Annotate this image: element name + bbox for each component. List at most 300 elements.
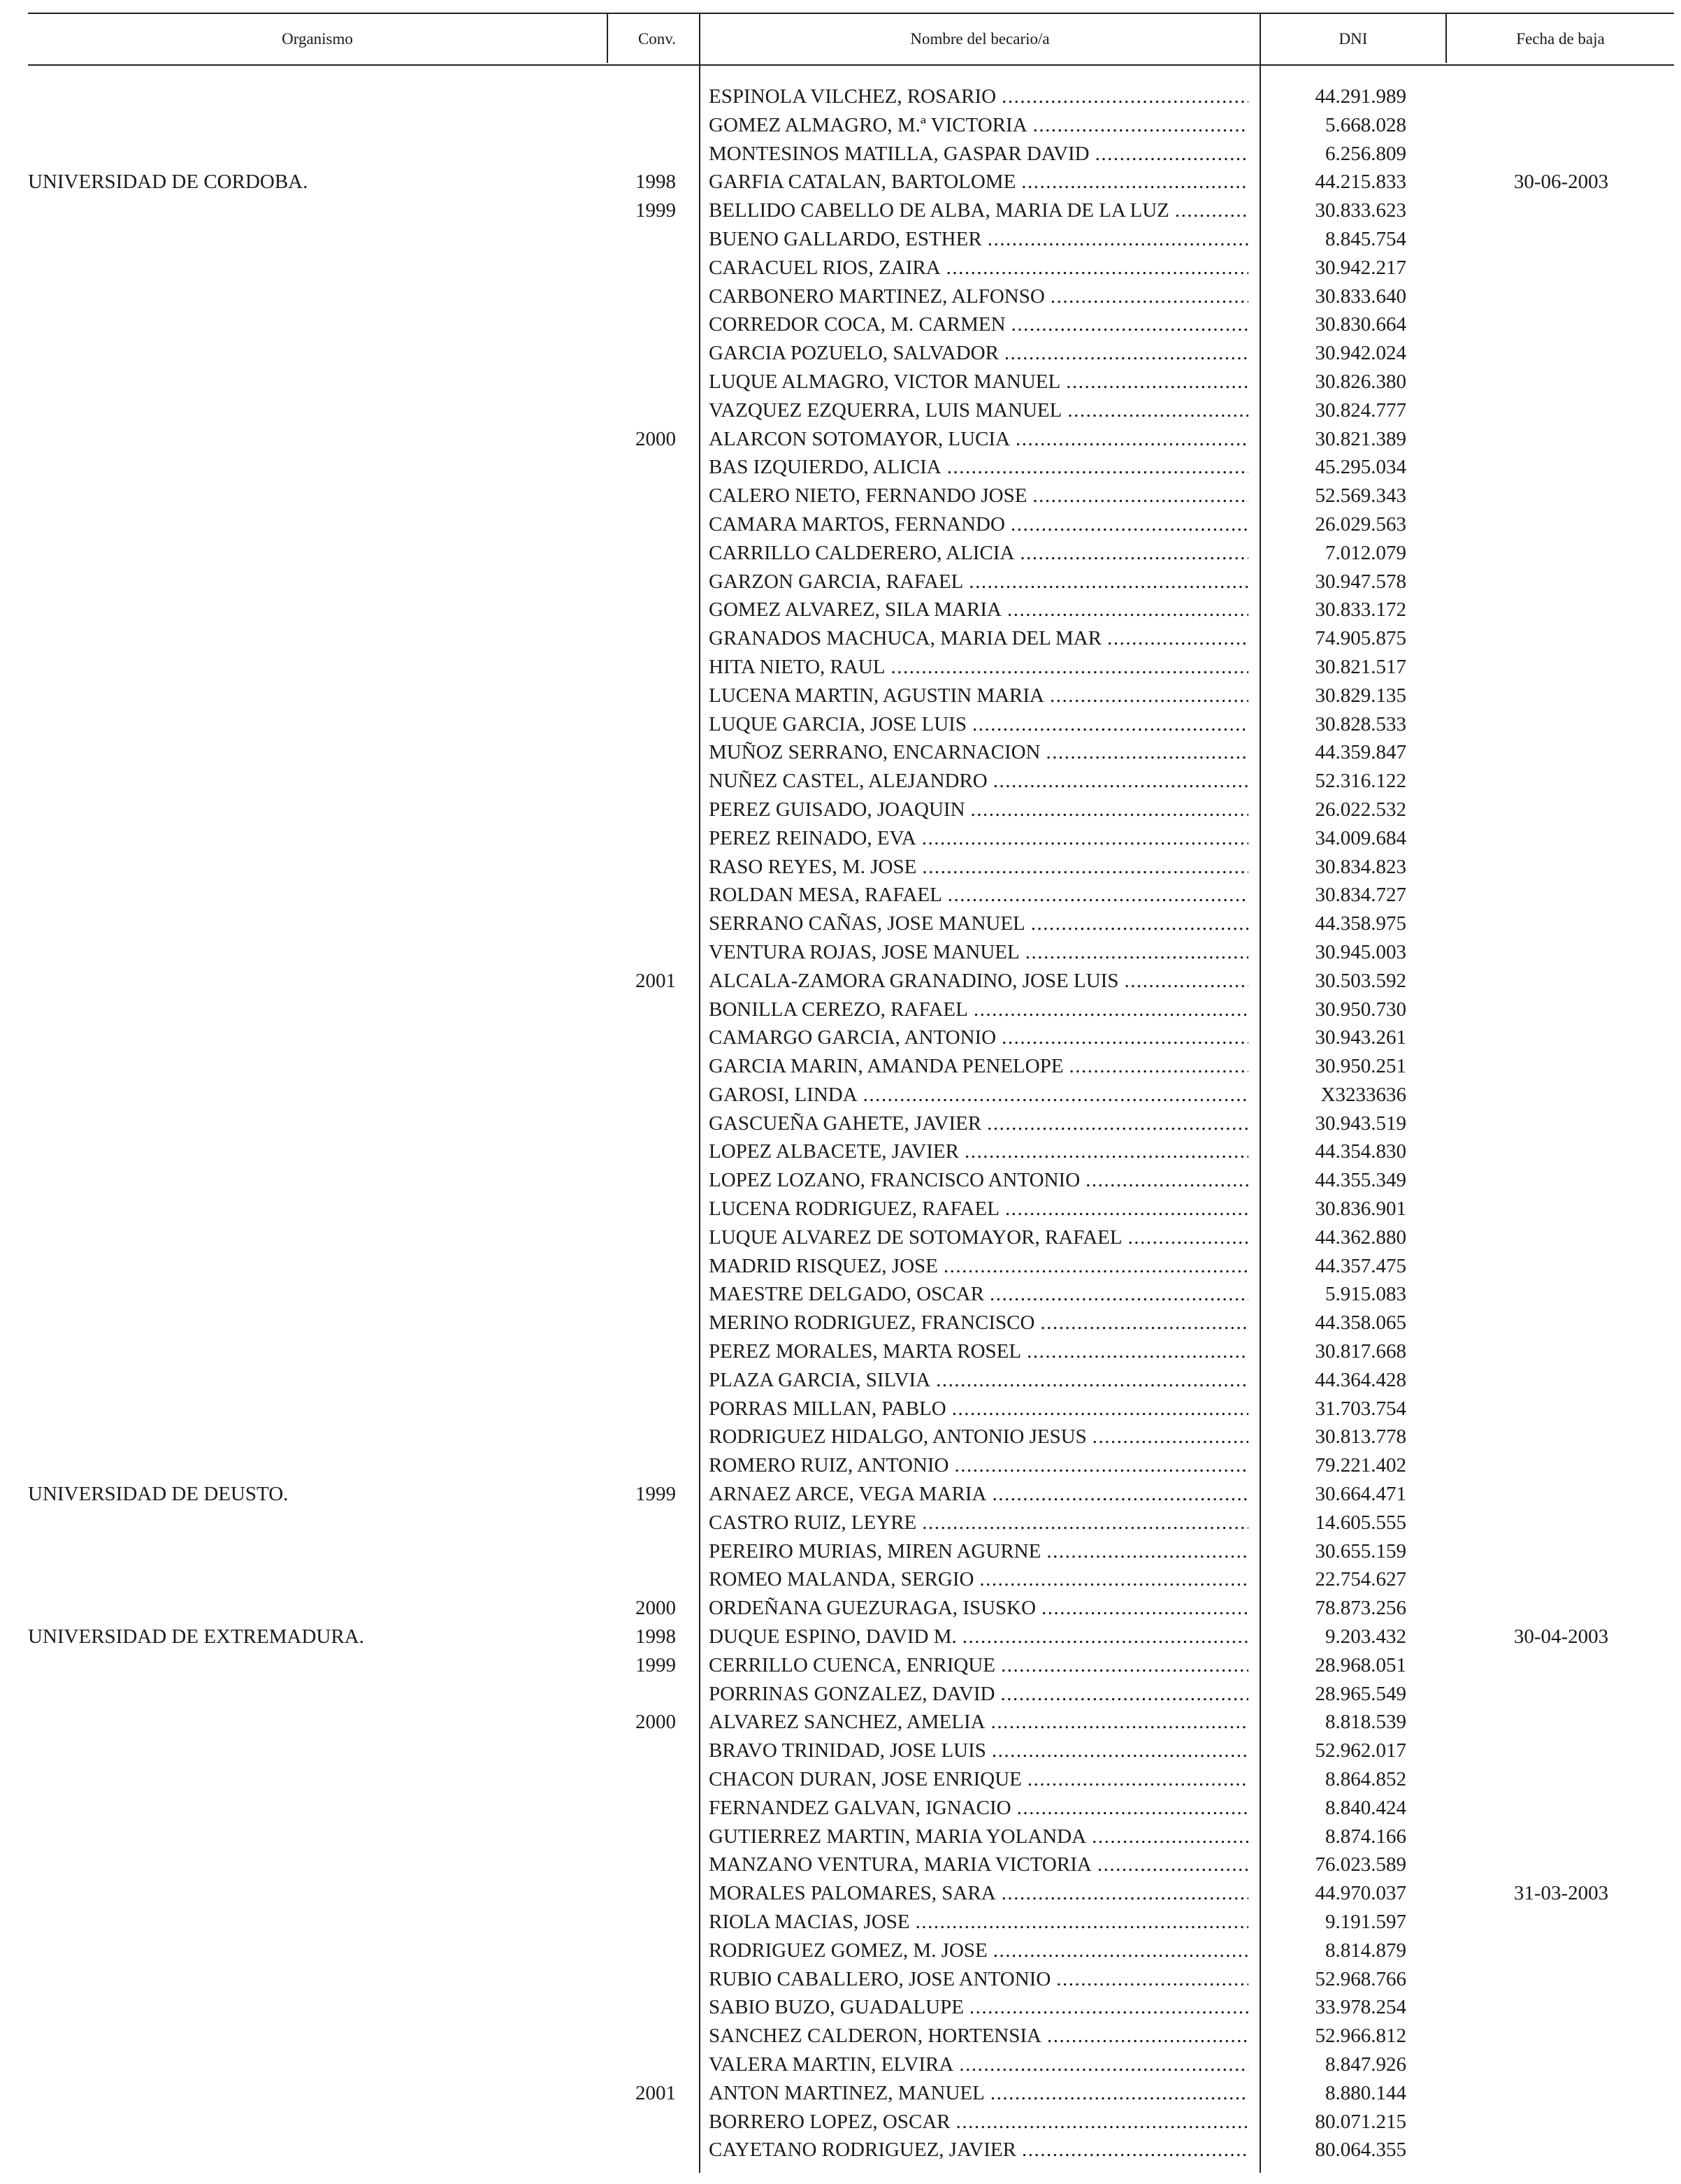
becario-name-cell <box>709 682 1248 710</box>
becario-name-cell <box>709 1023 1248 1052</box>
conv-cell: 2001 <box>635 969 676 992</box>
dni-cell: 30.826.380 <box>1315 370 1406 393</box>
table-row <box>28 339 1674 368</box>
dot-leader <box>982 225 1248 254</box>
table-row <box>28 1052 1674 1081</box>
organismo-cell: UNIVERSIDAD DE EXTREMADURA. <box>28 1625 364 1648</box>
table-body <box>28 82 1674 2164</box>
becario-name: SANCHEZ CALDERON, HORTENSIA <box>709 2025 1041 2048</box>
becario-name-cell <box>709 653 1248 682</box>
becario-name: GAROSI, LINDA <box>709 1083 858 1106</box>
dni-cell: 30.947.578 <box>1315 570 1406 593</box>
dni-cell: 8.818.539 <box>1325 1711 1406 1734</box>
becario-name-cell <box>709 1680 1248 1709</box>
table-row <box>28 1252 1674 1281</box>
table-row <box>28 1680 1674 1709</box>
becario-name-cell <box>709 1765 1248 1794</box>
table-row <box>28 1794 1674 1823</box>
dot-leader <box>916 824 1248 853</box>
table-row <box>28 539 1674 568</box>
dni-cell: 30.833.623 <box>1315 199 1406 222</box>
dot-leader <box>1102 624 1248 653</box>
dni-cell: 8.847.926 <box>1325 2053 1406 2076</box>
becario-name-cell <box>709 82 1248 111</box>
header-divider <box>1445 13 1447 63</box>
dot-leader <box>1016 2136 1248 2164</box>
organismo-cell: UNIVERSIDAD DE DEUSTO. <box>28 1483 289 1506</box>
table-row <box>28 1166 1674 1195</box>
dni-cell: 44.359.847 <box>1315 741 1406 764</box>
becario-name: ESPINOLA VILCHEZ, ROSARIO <box>709 85 997 108</box>
conv-cell: 2000 <box>635 427 676 450</box>
becario-name: MERINO RODRIGUEZ, FRANCISCO <box>709 1312 1035 1335</box>
dni-cell: 33.978.254 <box>1315 1996 1406 2019</box>
dni-cell: 26.029.563 <box>1315 512 1406 536</box>
dni-cell: 44.354.830 <box>1315 1140 1406 1163</box>
dni-cell: 44.291.989 <box>1315 85 1406 108</box>
becario-name-cell <box>709 853 1248 882</box>
becario-name: LUCENA MARTIN, AGUSTIN MARIA <box>709 684 1044 707</box>
becario-name-cell <box>709 568 1248 596</box>
dni-cell: 8.840.424 <box>1325 1796 1406 1819</box>
becario-name: MANZANO VENTURA, MARIA VICTORIA <box>709 1853 1092 1876</box>
table-row <box>28 1480 1674 1509</box>
dot-leader <box>930 1366 1248 1395</box>
dni-cell: 5.915.083 <box>1325 1283 1406 1306</box>
becario-name-cell <box>709 339 1248 368</box>
becario-name: MAESTRE DELGADO, OSCAR <box>709 1283 984 1306</box>
dot-leader <box>1000 1195 1248 1223</box>
dot-leader <box>1027 482 1248 510</box>
becario-name-cell <box>709 368 1248 396</box>
table-row <box>28 1851 1674 1879</box>
table-row <box>28 796 1674 824</box>
becario-name-cell <box>709 1166 1248 1195</box>
becario-name-cell <box>709 596 1248 624</box>
becario-name-cell <box>709 1708 1248 1737</box>
becario-name-cell <box>709 1223 1248 1252</box>
dot-leader <box>1006 310 1248 339</box>
becario-name-cell <box>709 1565 1248 1594</box>
becario-name-cell <box>709 2050 1248 2079</box>
dni-cell: 8.814.879 <box>1325 1939 1406 1962</box>
table-row <box>28 1451 1674 1480</box>
dni-cell: 30.950.730 <box>1315 998 1406 1021</box>
dni-cell: 8.864.852 <box>1325 1768 1406 1791</box>
becario-name: PLAZA GARCIA, SILVIA <box>709 1368 931 1391</box>
dni-cell: 44.362.880 <box>1315 1226 1406 1249</box>
table-row <box>28 910 1674 938</box>
dot-leader <box>1014 539 1248 568</box>
becario-name-cell <box>709 168 1248 196</box>
dni-cell: 44.358.065 <box>1315 1312 1406 1335</box>
table-row <box>28 596 1674 624</box>
dni-cell: 30.503.592 <box>1315 969 1406 992</box>
becario-name: CARRILLO CALDERERO, ALICIA <box>709 541 1015 564</box>
dot-leader <box>986 1737 1248 1765</box>
dot-leader <box>995 1680 1249 1709</box>
dni-cell: 8.874.166 <box>1325 1825 1406 1848</box>
fecha-baja-cell: 31-03-2003 <box>1513 1882 1609 1905</box>
conv-cell: 2000 <box>635 1597 676 1620</box>
table-row <box>28 1109 1674 1138</box>
dni-cell: 74.905.875 <box>1315 627 1406 650</box>
table-row <box>28 425 1674 454</box>
dot-leader <box>985 2079 1248 2108</box>
dot-leader <box>986 1480 1248 1509</box>
dni-cell: 76.023.589 <box>1315 1853 1406 1876</box>
becario-name-cell <box>709 282 1248 311</box>
becario-name: ARNAEZ ARCE, VEGA MARIA <box>709 1483 987 1506</box>
table-row <box>28 1623 1674 1651</box>
table-row <box>28 1651 1674 1680</box>
becario-name: ROMERO RUIZ, ANTONIO <box>709 1454 949 1477</box>
dot-leader <box>974 1565 1248 1594</box>
becario-name-cell <box>709 1480 1248 1509</box>
becario-name: ALARCON SOTOMAYOR, LUCIA <box>709 427 1011 450</box>
dot-leader <box>1060 368 1248 396</box>
becario-name-cell <box>709 1823 1248 1851</box>
becario-name: DUQUE ESPINO, DAVID M. <box>709 1625 957 1648</box>
becario-name-cell <box>709 996 1248 1024</box>
conv-cell: 2000 <box>635 1711 676 1734</box>
dot-leader <box>1020 938 1248 967</box>
dot-leader <box>941 254 1248 282</box>
table-row <box>28 1395 1674 1423</box>
dni-cell: 30.830.664 <box>1315 313 1406 336</box>
becario-name: ALVAREZ SANCHEZ, AMELIA <box>709 1711 986 1734</box>
dot-leader <box>981 1109 1248 1138</box>
dni-cell: 52.962.017 <box>1315 1739 1406 1762</box>
table-row <box>28 1737 1674 1765</box>
becario-name: ROLDAN MESA, RAFAEL <box>709 884 942 907</box>
becario-name: VENTURA ROJAS, JOSE MANUEL <box>709 940 1020 963</box>
becario-name-cell <box>709 1851 1248 1879</box>
becario-name: LUQUE ALVAREZ DE SOTOMAYOR, RAFAEL <box>709 1226 1123 1249</box>
dni-cell: 34.009.684 <box>1315 826 1406 849</box>
becario-name: NUÑEZ CASTEL, ALEJANDRO <box>709 770 988 793</box>
document-table <box>28 13 1674 2162</box>
table-row <box>28 1195 1674 1223</box>
table-row <box>28 568 1674 596</box>
table-row <box>28 1965 1674 1994</box>
becario-name-cell <box>709 967 1248 996</box>
becario-name: CARBONERO MARTINEZ, ALFONSO <box>709 285 1045 308</box>
becario-name: PEREZ GUISADO, JOAQUIN <box>709 798 965 821</box>
conv-cell: 1998 <box>635 1625 676 1648</box>
dot-leader <box>946 1395 1248 1423</box>
becario-name: FERNANDEZ GALVAN, IGNACIO <box>709 1796 1011 1819</box>
dot-leader <box>910 1908 1248 1937</box>
becario-name: CAMARGO GARCIA, ANTONIO <box>709 1026 997 1049</box>
becario-name-cell <box>709 1537 1248 1566</box>
table-row <box>28 1565 1674 1594</box>
dni-cell: 30.833.172 <box>1315 598 1406 622</box>
table-row <box>28 1081 1674 1109</box>
dot-leader <box>957 1623 1248 1651</box>
becario-name: SABIO BUZO, GUADALUPE <box>709 1996 964 2019</box>
table-row <box>28 624 1674 653</box>
becario-name: GASCUEÑA GAHETE, JAVIER <box>709 1112 982 1135</box>
dot-leader <box>1092 1851 1248 1879</box>
becario-name-cell <box>709 1623 1248 1651</box>
dot-leader <box>942 881 1248 910</box>
dni-cell: 79.221.402 <box>1315 1454 1406 1477</box>
dot-leader <box>1002 596 1248 624</box>
becario-name-cell <box>709 1366 1248 1395</box>
dot-leader <box>988 1937 1248 1965</box>
table-row <box>28 168 1674 196</box>
table-row <box>28 1708 1674 1737</box>
header-organismo: Organismo <box>282 30 353 48</box>
becario-name: GOMEZ ALVAREZ, SILA MARIA <box>709 598 1002 622</box>
table-row <box>28 1879 1674 1908</box>
dot-leader <box>1169 196 1248 225</box>
dot-leader <box>1041 1537 1248 1566</box>
dni-cell: 44.364.428 <box>1315 1368 1406 1391</box>
table-row <box>28 853 1674 882</box>
fecha-baja-cell: 30-06-2003 <box>1513 171 1609 194</box>
dni-cell: 44.355.349 <box>1315 1169 1406 1192</box>
dni-cell: 44.358.975 <box>1315 912 1406 935</box>
table-row <box>28 310 1674 339</box>
becario-name: CHACON DURAN, JOSE ENRIQUE <box>709 1768 1022 1791</box>
becario-name-cell <box>709 482 1248 510</box>
becario-name-cell <box>709 1395 1248 1423</box>
dot-leader <box>916 853 1248 882</box>
becario-name-cell <box>709 310 1248 339</box>
becario-name: CALERO NIETO, FERNANDO JOSE <box>709 484 1027 508</box>
becario-name-cell <box>709 796 1248 824</box>
becario-name-cell <box>709 767 1248 796</box>
table-row <box>28 396 1674 425</box>
dot-leader <box>1045 282 1248 311</box>
becario-name: CAYETANO RODRIGUEZ, JAVIER <box>709 2139 1016 2162</box>
header-divider <box>607 13 608 63</box>
becario-name-cell <box>709 111 1248 140</box>
dot-leader <box>1080 1166 1248 1195</box>
dni-cell: 52.316.122 <box>1315 770 1406 793</box>
table-row <box>28 510 1674 539</box>
dot-leader <box>968 996 1248 1024</box>
dot-leader <box>1022 1765 1248 1794</box>
table-row <box>28 2050 1674 2079</box>
becario-name-cell <box>709 140 1248 168</box>
dni-cell: 52.968.766 <box>1315 1967 1406 1990</box>
header-nombre: Nombre del becario/a <box>910 30 1050 48</box>
becario-name-cell <box>709 1993 1248 2022</box>
dni-cell: 14.605.555 <box>1315 1511 1406 1534</box>
dot-leader <box>1041 738 1249 767</box>
table-row <box>28 2022 1674 2050</box>
table-row <box>28 453 1674 482</box>
dni-cell: 6.256.809 <box>1325 142 1406 165</box>
table-row <box>28 1309 1674 1337</box>
becario-name-cell <box>709 1137 1248 1166</box>
becario-name: PEREZ MORALES, MARTA ROSEL <box>709 1340 1022 1363</box>
table-row <box>28 1823 1674 1851</box>
becario-name-cell <box>709 938 1248 967</box>
becario-name-cell <box>709 2108 1248 2136</box>
table-row <box>28 1337 1674 1366</box>
becario-name: CORREDOR COCA, M. CARMEN <box>709 313 1006 336</box>
dot-leader <box>1118 967 1248 996</box>
dni-cell: 30.945.003 <box>1315 940 1406 963</box>
becario-name: RASO REYES, M. JOSE <box>709 855 917 878</box>
table-row <box>28 1594 1674 1623</box>
becario-name-cell <box>709 1594 1248 1623</box>
dot-leader <box>1051 1965 1248 1994</box>
dni-cell: 28.965.549 <box>1315 1682 1406 1705</box>
dni-cell: 30.813.778 <box>1315 1425 1406 1449</box>
becario-name-cell <box>709 510 1248 539</box>
fecha-baja-cell: 30-04-2003 <box>1513 1625 1609 1648</box>
dni-cell: 30.824.777 <box>1315 398 1406 422</box>
dot-leader <box>1123 1223 1248 1252</box>
becario-name: RODRIGUEZ GOMEZ, M. JOSE <box>709 1939 988 1962</box>
conv-cell: 1998 <box>635 171 676 194</box>
dot-leader <box>986 1708 1248 1737</box>
becario-name: CAMARA MARTOS, FERNANDO <box>709 512 1005 536</box>
becario-name: LOPEZ ALBACETE, JAVIER <box>709 1140 959 1163</box>
becario-name: BUENO GALLARDO, ESTHER <box>709 227 982 250</box>
dot-leader <box>959 1137 1248 1166</box>
conv-cell: 1999 <box>635 1653 676 1676</box>
dni-cell: 30.821.517 <box>1315 655 1406 678</box>
dni-cell: 22.754.627 <box>1315 1568 1406 1591</box>
dni-cell: 5.668.028 <box>1325 113 1406 136</box>
becario-name: MADRID RISQUEZ, JOSE <box>709 1254 938 1277</box>
table-row <box>28 1765 1674 1794</box>
dot-leader <box>1025 910 1248 938</box>
table-row <box>28 1509 1674 1537</box>
dni-cell: 8.880.144 <box>1325 2081 1406 2104</box>
becario-name: GOMEZ ALMAGRO, M.ª VICTORIA <box>709 113 1027 136</box>
becario-name: BORRERO LOPEZ, OSCAR <box>709 2110 951 2133</box>
becario-name: ALCALA-ZAMORA GRANADINO, JOSE LUIS <box>709 969 1119 992</box>
becario-name-cell <box>709 824 1248 853</box>
becario-name: PORRINAS GONZALEZ, DAVID <box>709 1682 995 1705</box>
becario-name: PORRAS MILLAN, PABLO <box>709 1397 946 1420</box>
table-row <box>28 1937 1674 1965</box>
becario-name-cell <box>709 1509 1248 1537</box>
table-row <box>28 1223 1674 1252</box>
dot-leader <box>996 1023 1248 1052</box>
dot-leader <box>1044 682 1248 710</box>
table-row <box>28 1137 1674 1166</box>
dni-cell: 52.569.343 <box>1315 484 1406 508</box>
header-fecha: Fecha de baja <box>1516 30 1605 48</box>
becario-name-cell <box>709 1451 1248 1480</box>
becario-name-cell <box>709 1423 1248 1451</box>
dni-cell: 30.821.389 <box>1315 427 1406 450</box>
table-row <box>28 767 1674 796</box>
dot-leader <box>1041 2022 1248 2050</box>
becario-name: GARCIA MARIN, AMANDA PENELOPE <box>709 1055 1064 1078</box>
dot-leader <box>995 1651 1248 1680</box>
table-row <box>28 82 1674 111</box>
table-row <box>28 368 1674 396</box>
dot-leader <box>1010 425 1248 454</box>
becario-name-cell <box>709 539 1248 568</box>
dni-cell: 30.655.159 <box>1315 1539 1406 1562</box>
table-row <box>28 2079 1674 2108</box>
dni-cell: 30.833.640 <box>1315 285 1406 308</box>
dni-cell: 30.943.261 <box>1315 1026 1406 1049</box>
becario-name: ORDEÑANA GUEZURAGA, ISUSKO <box>709 1597 1037 1620</box>
becario-name-cell <box>709 1195 1248 1223</box>
dni-cell: 44.970.037 <box>1315 1882 1406 1905</box>
dot-leader <box>1090 140 1248 168</box>
dot-leader <box>1064 1052 1248 1081</box>
table-row <box>28 1537 1674 1566</box>
dni-cell: 31.703.754 <box>1315 1397 1406 1420</box>
header-conv: Conv. <box>637 30 677 48</box>
dot-leader <box>1027 111 1248 140</box>
dot-leader <box>951 2108 1248 2136</box>
table-row <box>28 881 1674 910</box>
dot-leader <box>858 1081 1248 1109</box>
becario-name-cell <box>709 1252 1248 1281</box>
dni-cell: 8.845.754 <box>1325 227 1406 250</box>
becario-name-cell <box>709 1081 1248 1109</box>
conv-cell: 1999 <box>635 1483 676 1506</box>
dni-cell: 30.828.533 <box>1315 712 1406 735</box>
dot-leader <box>885 653 1248 682</box>
dni-cell: 30.836.901 <box>1315 1198 1406 1221</box>
dot-leader <box>938 1252 1248 1281</box>
becario-name: ROMEO MALANDA, SERGIO <box>709 1568 974 1591</box>
table-row <box>28 225 1674 254</box>
dot-leader <box>1021 1337 1248 1366</box>
dot-leader <box>916 1509 1248 1537</box>
table-row <box>28 196 1674 225</box>
becario-name: BELLIDO CABELLO DE ALBA, MARIA DE LA LUZ <box>709 199 1169 222</box>
header-dni: DNI <box>1339 30 1368 48</box>
table-row <box>28 996 1674 1024</box>
becario-name: SERRANO CAÑAS, JOSE MANUEL <box>709 912 1025 935</box>
dot-leader <box>1036 1594 1248 1623</box>
becario-name-cell <box>709 1908 1248 1937</box>
becario-name-cell <box>709 2079 1248 2108</box>
table-row <box>28 1366 1674 1395</box>
becario-name-cell <box>709 1337 1248 1366</box>
becario-name: VALERA MARTIN, ELVIRA <box>709 2053 954 2076</box>
becario-name-cell <box>709 881 1248 910</box>
becario-name-cell <box>709 225 1248 254</box>
dni-cell: 30.829.135 <box>1315 684 1406 707</box>
dot-leader <box>967 710 1248 739</box>
dni-cell: 30.834.823 <box>1315 855 1406 878</box>
table-header <box>28 13 1674 66</box>
table-row <box>28 111 1674 140</box>
dni-cell: X3233636 <box>1320 1083 1406 1106</box>
dni-cell: 28.968.051 <box>1315 1653 1406 1676</box>
dot-leader <box>984 1280 1248 1309</box>
becario-name-cell <box>709 453 1248 482</box>
becario-name-cell <box>709 254 1248 282</box>
dot-leader <box>953 2050 1248 2079</box>
dni-cell: 9.191.597 <box>1325 1911 1406 1933</box>
becario-name: GARZON GARCIA, RAFAEL <box>709 570 964 593</box>
becario-name: MONTESINOS MATILLA, GASPAR DAVID <box>709 142 1090 165</box>
becario-name-cell <box>709 1737 1248 1765</box>
becario-name: CERRILLO CUENCA, ENRIQUE <box>709 1653 996 1676</box>
becario-name: LUCENA RODRIGUEZ, RAFAEL <box>709 1198 1000 1221</box>
becario-name-cell <box>709 1109 1248 1138</box>
becario-name: RUBIO CABALLERO, JOSE ANTONIO <box>709 1967 1051 1990</box>
becario-name: LOPEZ LOZANO, FRANCISCO ANTONIO <box>709 1169 1081 1192</box>
